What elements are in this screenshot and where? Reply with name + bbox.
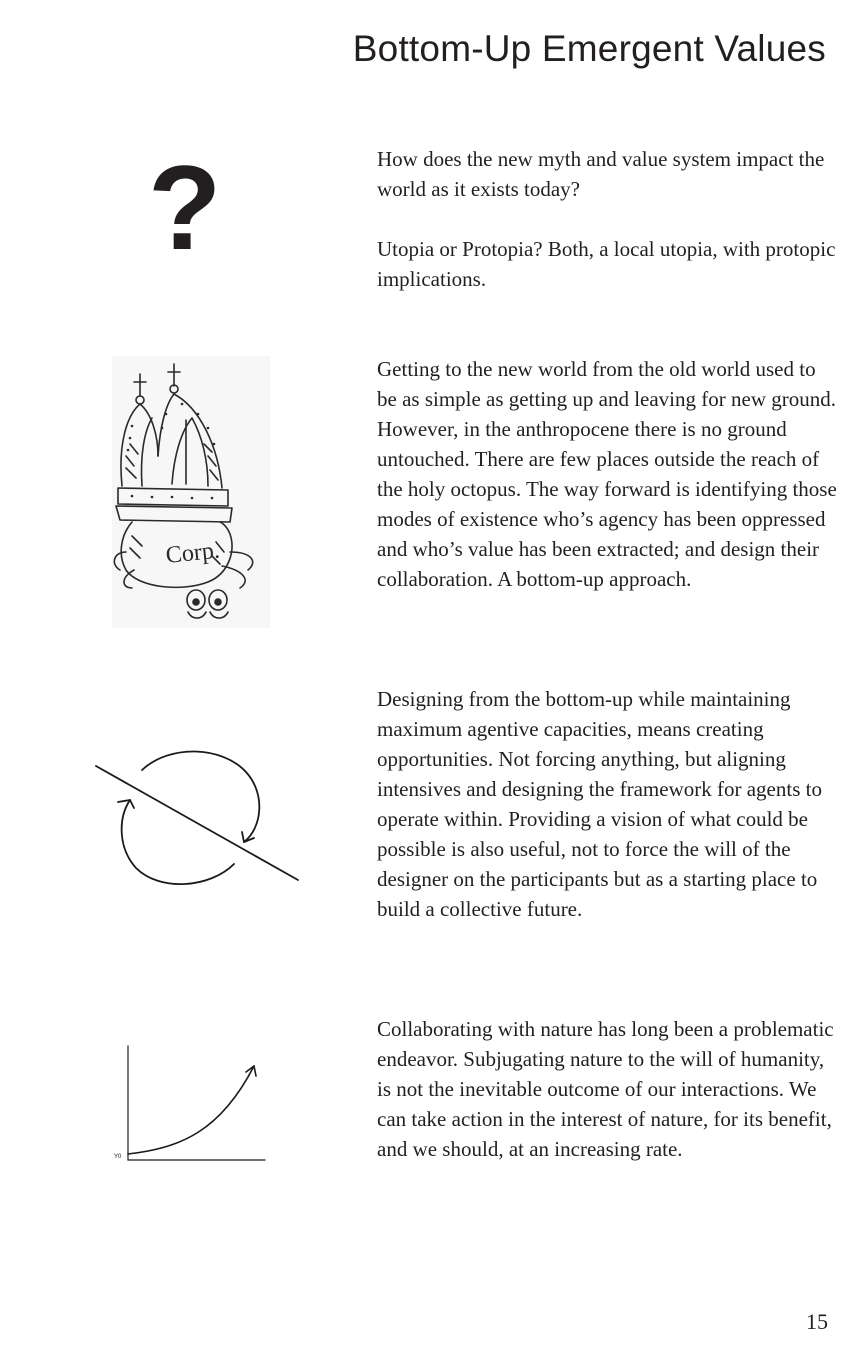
svg-text:Y0: Y0 xyxy=(114,1154,122,1160)
cycle-diagram-icon xyxy=(90,748,305,893)
section-1-text xyxy=(377,144,837,294)
paragraph: Utopia or Protopia? Both, a local utopia, with protopic implications. xyxy=(377,237,836,291)
growth-curve-icon xyxy=(110,1042,270,1166)
section-2-text xyxy=(377,354,837,594)
page-number: 15 xyxy=(806,1309,828,1334)
page-title: Bottom-Up Emergent Values xyxy=(352,28,826,69)
paragraph: Designing from the bottom-up while maintaining maximum agentive capacities, means creating opportunities. Not forcing anything, but aligning intensives and designing the framework for agents to operate within. Providing a vision of what could be possible is also useful, not to force the will of the designer on the participants but as a starting place to build a collective future. xyxy=(377,687,822,921)
paragraph: How does the new myth and value system impact the world as it exists today? xyxy=(377,147,825,201)
paragraph: Getting to the new world from the old world used to be as simple as getting up and leaving for new ground. However, in the anthropocene there is no ground untouched. There are few places outside the reach of the holy octopus. The way forward is identifying those modes of existence who’s agency has been oppressed and who’s value has been extracted; and design their collaboration. A bottom-up approach. xyxy=(377,357,837,591)
question-mark-icon: ? xyxy=(148,141,222,275)
svg-text:Corp.: Corp. xyxy=(164,537,222,569)
section-3-text xyxy=(377,684,837,924)
paragraph: Collaborating with nature has long been a problematic endeavor. Subjugating nature to the will of humanity, is not the inevitable outcome of our interactions. We can take action in the interest of nature, for its benefit, and we should, at an increasing rate. xyxy=(377,1017,834,1161)
mitre-octopus-illustration xyxy=(112,356,270,628)
section-4-text xyxy=(377,1014,837,1164)
